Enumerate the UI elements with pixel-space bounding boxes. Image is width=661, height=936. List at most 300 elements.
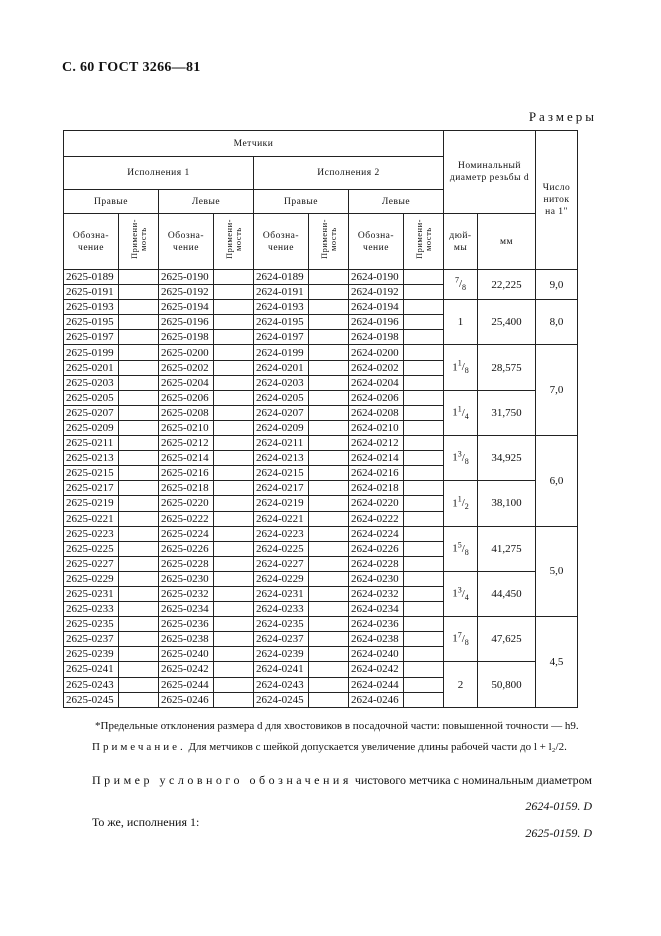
applicability-cell xyxy=(309,647,349,662)
designation-cell: 2625-0191 xyxy=(64,285,119,300)
page-title: С. 60 ГОСТ 3266—81 xyxy=(62,60,201,75)
applicability-cell xyxy=(404,345,444,360)
v2-right-header: Правые xyxy=(254,190,349,214)
footnote: *Предельные отклонения размера d для хвостовиков в посадочной части: повышенной точности — h9. xyxy=(95,720,579,732)
designation-cell: 2625-0232 xyxy=(159,586,214,601)
turns-cell: 7,0 xyxy=(536,345,578,436)
example-text: чистового метчика с номинальным диаметром xyxy=(351,773,593,787)
designation-cell: 2625-0206 xyxy=(159,390,214,405)
designation-cell: 2625-0209 xyxy=(64,420,119,435)
applicability-cell xyxy=(309,556,349,571)
designation-cell: 2625-0197 xyxy=(64,330,119,345)
designation-cell: 2624-0189 xyxy=(254,270,309,285)
designation-cell: 2625-0233 xyxy=(64,602,119,617)
applicability-cell xyxy=(404,420,444,435)
applicability-cell xyxy=(214,451,254,466)
applicability-cell xyxy=(214,315,254,330)
fraction-slash: / xyxy=(461,633,465,646)
applicability-cell xyxy=(309,300,349,315)
designation-cell: 2625-0216 xyxy=(159,466,214,481)
nominal-inch-cell xyxy=(444,300,478,345)
applicability-cell xyxy=(309,375,349,390)
designation-cell: 2624-0217 xyxy=(254,481,309,496)
applicability-cell xyxy=(214,556,254,571)
designation-cell: 2624-0226 xyxy=(349,541,404,556)
designation-cell: 2624-0240 xyxy=(349,647,404,662)
inch-whole: 1 xyxy=(452,497,458,510)
applicability-cell xyxy=(309,436,349,451)
applicability-cell xyxy=(119,390,159,405)
note-text: Для метчиков с шейкой допускается увеличение длины рабочей части до l + l₂/2. xyxy=(185,741,567,753)
designation-cell: 2625-0202 xyxy=(159,360,214,375)
designation-cell: 2625-0219 xyxy=(64,496,119,511)
designation-cell: 2624-0244 xyxy=(349,677,404,692)
applicability-cell xyxy=(309,330,349,345)
applicability-cell xyxy=(214,360,254,375)
applicability-cell xyxy=(309,496,349,511)
designation-cell: 2625-0218 xyxy=(159,481,214,496)
applicability-cell xyxy=(404,571,444,586)
fraction-denominator: 8 xyxy=(462,283,467,293)
inch-whole: 1 xyxy=(452,361,458,374)
inch-whole: 1 xyxy=(452,406,458,419)
applicability-cell xyxy=(119,556,159,571)
table-row xyxy=(64,436,578,451)
designation-cell: 2624-0222 xyxy=(349,511,404,526)
applicability-cell xyxy=(404,405,444,420)
applicability-cell xyxy=(309,526,349,541)
designation-cell: 2624-0232 xyxy=(349,586,404,601)
fraction-slash: / xyxy=(461,587,465,600)
table-row xyxy=(64,662,578,677)
same-label: То же, исполнения 1: xyxy=(92,815,200,829)
designation-cell: 2624-0200 xyxy=(349,345,404,360)
designation-cell: 2625-0205 xyxy=(64,390,119,405)
inch-fraction xyxy=(457,539,469,557)
designation-cell: 2624-0233 xyxy=(254,602,309,617)
designation-cell: 2624-0220 xyxy=(349,496,404,511)
applicability-cell xyxy=(119,451,159,466)
designation-cell: 2625-0208 xyxy=(159,405,214,420)
applicability-cell xyxy=(214,375,254,390)
applicability-cell xyxy=(404,300,444,315)
designation-cell: 2624-0245 xyxy=(254,692,309,707)
designation-cell: 2625-0189 xyxy=(64,270,119,285)
applicability-cell xyxy=(404,330,444,345)
applicability-cell xyxy=(404,390,444,405)
designation-cell: 2624-0213 xyxy=(254,451,309,466)
applicability-cell xyxy=(119,330,159,345)
fraction-numerator: 1 xyxy=(457,358,462,368)
designation-cell: 2625-0240 xyxy=(159,647,214,662)
applicability-cell xyxy=(119,586,159,601)
applicability-cell xyxy=(214,692,254,707)
designation-cell: 2625-0237 xyxy=(64,632,119,647)
inch-header: дюй- мы xyxy=(444,214,478,270)
designation-cell: 2624-0239 xyxy=(254,647,309,662)
applicability-cell xyxy=(119,692,159,707)
designation-cell: 2625-0190 xyxy=(159,270,214,285)
applicability-cell xyxy=(404,496,444,511)
inch-whole: 1 xyxy=(452,633,458,646)
nominal-mm-cell: 28,575 xyxy=(478,345,536,390)
applicability-cell xyxy=(119,526,159,541)
designation-cell: 2624-0198 xyxy=(349,330,404,345)
fraction-denominator: 8 xyxy=(464,457,469,466)
designation-cell: 2624-0221 xyxy=(254,511,309,526)
applicability-cell xyxy=(214,526,254,541)
designation-cell: 2625-0207 xyxy=(64,405,119,420)
designation-cell: 2624-0212 xyxy=(349,436,404,451)
applicability-cell xyxy=(404,360,444,375)
designation-cell: 2624-0237 xyxy=(254,632,309,647)
nominal-inch-cell xyxy=(444,481,478,526)
designation-cell: 2625-0231 xyxy=(64,586,119,601)
applicability-cell xyxy=(404,285,444,300)
designation-cell: 2625-0225 xyxy=(64,541,119,556)
applicability-cell xyxy=(309,345,349,360)
nominal-header: Номинальный диаметр резьбы d xyxy=(444,131,536,214)
applicability-cell xyxy=(404,647,444,662)
example-label: Пример условного обозначения xyxy=(92,773,352,787)
inch-fraction xyxy=(457,449,469,466)
designation-cell: 2625-0195 xyxy=(64,315,119,330)
designation-header: Обозна- чение xyxy=(349,214,404,270)
designation-cell: 2624-0206 xyxy=(349,390,404,405)
designation-header: Обозна- чение xyxy=(254,214,309,270)
designation-cell: 2625-0198 xyxy=(159,330,214,345)
inch-whole: 1 xyxy=(452,452,458,464)
applicability-cell xyxy=(309,511,349,526)
applicability-cell xyxy=(214,496,254,511)
applicability-cell xyxy=(214,602,254,617)
applicability-cell xyxy=(404,662,444,677)
designation-cell: 2625-0236 xyxy=(159,617,214,632)
table-row xyxy=(64,345,578,360)
designation-cell: 2624-0229 xyxy=(254,571,309,586)
designation-cell: 2624-0246 xyxy=(349,692,404,707)
designation-cell: 2624-0196 xyxy=(349,315,404,330)
applicability-cell xyxy=(119,466,159,481)
designation-cell: 2624-0202 xyxy=(349,360,404,375)
fraction-slash: / xyxy=(461,406,465,419)
designation-cell: 2624-0199 xyxy=(254,345,309,360)
fraction-slash: / xyxy=(461,497,465,510)
applicability-cell xyxy=(404,466,444,481)
applicability-cell xyxy=(214,345,254,360)
designation-cell: 2625-0213 xyxy=(64,451,119,466)
applicability-cell xyxy=(119,375,159,390)
fraction-numerator: 1 xyxy=(457,494,462,504)
applicability-cell xyxy=(404,481,444,496)
applicability-cell xyxy=(119,496,159,511)
designation-cell: 2625-0200 xyxy=(159,345,214,360)
fraction-denominator: 8 xyxy=(464,366,469,376)
applicability-cell xyxy=(119,602,159,617)
applicability-cell xyxy=(214,632,254,647)
designation-cell: 2624-0218 xyxy=(349,481,404,496)
taps-header: Метчики xyxy=(64,131,444,157)
applicability-cell xyxy=(404,451,444,466)
designation-cell: 2624-0209 xyxy=(254,420,309,435)
nominal-mm-cell: 31,750 xyxy=(478,390,536,435)
designation-cell: 2625-0193 xyxy=(64,300,119,315)
designation-cell: 2624-0236 xyxy=(349,617,404,632)
applicability-header: Примени- мость xyxy=(404,214,444,270)
designation-cell: 2625-0226 xyxy=(159,541,214,556)
inch-whole: 1 xyxy=(457,316,464,329)
note-label: Примечание. xyxy=(92,741,186,753)
applicability-cell xyxy=(119,345,159,360)
designation-cell: 2625-0239 xyxy=(64,647,119,662)
applicability-cell xyxy=(214,420,254,435)
nominal-mm-cell: 41,275 xyxy=(478,526,536,571)
applicability-cell xyxy=(404,586,444,601)
applicability-cell xyxy=(119,541,159,556)
fraction-slash: / xyxy=(458,278,463,291)
table-row xyxy=(64,617,578,632)
applicability-cell xyxy=(214,586,254,601)
applicability-cell xyxy=(119,571,159,586)
designation-cell: 2624-0234 xyxy=(349,602,404,617)
designation-cell: 2624-0219 xyxy=(254,496,309,511)
v1-left-header: Левые xyxy=(159,190,254,214)
designation-cell: 2625-0201 xyxy=(64,360,119,375)
table-row xyxy=(64,300,578,315)
applicability-cell xyxy=(404,632,444,647)
applicability-cell xyxy=(309,586,349,601)
nominal-mm-cell: 44,450 xyxy=(478,571,536,616)
designation-cell: 2624-0230 xyxy=(349,571,404,586)
nominal-mm-cell: 47,625 xyxy=(478,617,536,662)
applicability-cell xyxy=(309,571,349,586)
applicability-cell xyxy=(119,511,159,526)
inch-fraction xyxy=(457,404,469,421)
applicability-cell xyxy=(404,315,444,330)
applicability-cell xyxy=(309,390,349,405)
turns-cell: 6,0 xyxy=(536,436,578,527)
designation-cell: 2625-0229 xyxy=(64,571,119,586)
designation-example-1: 2624-0159. D xyxy=(525,799,592,813)
applicability-cell xyxy=(309,360,349,375)
applicability-cell xyxy=(214,541,254,556)
inch-fraction xyxy=(457,585,469,602)
nominal-inch-cell xyxy=(444,571,478,616)
table-row xyxy=(64,390,578,405)
applicability-cell xyxy=(309,602,349,617)
turns-cell: 4,5 xyxy=(536,617,578,708)
designation-cell: 2625-0230 xyxy=(159,571,214,586)
applicability-cell xyxy=(214,285,254,300)
designation-cell: 2624-0242 xyxy=(349,662,404,677)
applicability-cell xyxy=(404,375,444,390)
applicability-cell xyxy=(309,541,349,556)
applicability-cell xyxy=(404,436,444,451)
designation-cell: 2624-0207 xyxy=(254,405,309,420)
applicability-cell xyxy=(119,360,159,375)
fraction-slash: / xyxy=(461,452,465,464)
applicability-cell xyxy=(404,511,444,526)
applicability-cell xyxy=(119,436,159,451)
designation-cell: 2625-0241 xyxy=(64,662,119,677)
designation-cell: 2625-0192 xyxy=(159,285,214,300)
fraction-denominator: 4 xyxy=(464,411,469,421)
applicability-cell xyxy=(309,270,349,285)
designation-cell: 2624-0195 xyxy=(254,315,309,330)
designation-cell: 2625-0244 xyxy=(159,677,214,692)
designation-cell: 2625-0223 xyxy=(64,526,119,541)
table-row xyxy=(64,571,578,586)
designation-cell: 2625-0243 xyxy=(64,677,119,692)
applicability-cell xyxy=(119,617,159,632)
nominal-inch-cell xyxy=(444,617,478,662)
applicability-cell xyxy=(309,285,349,300)
turns-cell: 8,0 xyxy=(536,300,578,345)
designation-cell: 2625-0224 xyxy=(159,526,214,541)
designation-cell: 2625-0196 xyxy=(159,315,214,330)
fraction-numerator: 1 xyxy=(457,404,462,414)
designation-cell: 2624-0223 xyxy=(254,526,309,541)
fraction-numerator: 3 xyxy=(457,585,462,595)
applicability-cell xyxy=(214,330,254,345)
inch-fraction xyxy=(457,494,469,512)
nominal-mm-cell: 34,925 xyxy=(478,436,536,481)
applicability-cell xyxy=(404,677,444,692)
designation-cell: 2624-0194 xyxy=(349,300,404,315)
fraction-denominator: 8 xyxy=(464,638,469,648)
applicability-cell xyxy=(214,270,254,285)
applicability-cell xyxy=(309,677,349,692)
fraction-numerator: 3 xyxy=(457,449,462,459)
version1-header: Исполнения 1 xyxy=(64,157,254,190)
designation-cell: 2624-0224 xyxy=(349,526,404,541)
example xyxy=(92,773,592,788)
applicability-cell xyxy=(309,405,349,420)
table-row xyxy=(64,270,578,285)
nominal-inch-cell xyxy=(444,390,478,435)
designation-cell: 2625-0222 xyxy=(159,511,214,526)
designation-cell: 2624-0225 xyxy=(254,541,309,556)
applicability-cell xyxy=(119,662,159,677)
designation-cell: 2625-0212 xyxy=(159,436,214,451)
applicability-cell xyxy=(309,481,349,496)
applicability-cell xyxy=(214,617,254,632)
applicability-cell xyxy=(214,662,254,677)
applicability-cell xyxy=(214,390,254,405)
designation-cell: 2625-0235 xyxy=(64,617,119,632)
designation-cell: 2625-0220 xyxy=(159,496,214,511)
applicability-cell xyxy=(214,300,254,315)
designation-cell: 2624-0228 xyxy=(349,556,404,571)
applicability-cell xyxy=(119,315,159,330)
applicability-cell xyxy=(214,511,254,526)
applicability-cell xyxy=(404,602,444,617)
designation-cell: 2625-0211 xyxy=(64,436,119,451)
version2-header: Исполнения 2 xyxy=(254,157,444,190)
applicability-cell xyxy=(309,420,349,435)
designation-cell: 2624-0193 xyxy=(254,300,309,315)
applicability-cell xyxy=(404,270,444,285)
v1-right-header: Правые xyxy=(64,190,159,214)
designation-cell: 2625-0245 xyxy=(64,692,119,707)
designation-cell: 2625-0228 xyxy=(159,556,214,571)
designation-header: Обозна- чение xyxy=(159,214,214,270)
designation-cell: 2624-0241 xyxy=(254,662,309,677)
applicability-cell xyxy=(119,420,159,435)
applicability-cell xyxy=(404,541,444,556)
nominal-mm-cell: 38,100 xyxy=(478,481,536,526)
applicability-header: Примени- мость xyxy=(309,214,349,270)
applicability-cell xyxy=(404,692,444,707)
applicability-header: Примени- мость xyxy=(119,214,159,270)
designation-cell: 2624-0197 xyxy=(254,330,309,345)
note xyxy=(92,741,567,753)
applicability-cell xyxy=(214,405,254,420)
table-row xyxy=(64,526,578,541)
table-row xyxy=(64,481,578,496)
inch-whole: 2 xyxy=(457,678,464,691)
designation-cell: 2625-0246 xyxy=(159,692,214,707)
inch-fraction xyxy=(454,275,467,293)
applicability-cell xyxy=(119,270,159,285)
nominal-inch-cell xyxy=(444,662,478,707)
designation-cell: 2624-0211 xyxy=(254,436,309,451)
applicability-cell xyxy=(309,315,349,330)
designation-cell: 2625-0204 xyxy=(159,375,214,390)
designation-cell: 2624-0205 xyxy=(254,390,309,405)
applicability-cell xyxy=(404,617,444,632)
applicability-cell xyxy=(119,647,159,662)
applicability-cell xyxy=(119,481,159,496)
applicability-cell xyxy=(404,556,444,571)
fraction-slash: / xyxy=(461,361,465,374)
designation-cell: 2625-0214 xyxy=(159,451,214,466)
designation-cell: 2625-0234 xyxy=(159,602,214,617)
nominal-mm-cell: 22,225 xyxy=(478,270,536,300)
applicability-cell xyxy=(119,300,159,315)
designation-cell: 2624-0192 xyxy=(349,285,404,300)
applicability-header: Примени- мость xyxy=(214,214,254,270)
designation-cell: 2625-0238 xyxy=(159,632,214,647)
nominal-mm-cell: 25,400 xyxy=(478,300,536,345)
designation-cell: 2625-0210 xyxy=(159,420,214,435)
inch-whole: 1 xyxy=(452,587,458,600)
inch-whole: 1 xyxy=(452,542,458,555)
applicability-cell xyxy=(214,647,254,662)
applicability-cell xyxy=(214,466,254,481)
fraction-numerator: 7 xyxy=(457,630,462,640)
designation-cell: 2625-0217 xyxy=(64,481,119,496)
designation-cell: 2624-0215 xyxy=(254,466,309,481)
inch-fraction xyxy=(457,630,469,648)
fraction-denominator: 8 xyxy=(464,547,469,557)
designation-cell: 2624-0191 xyxy=(254,285,309,300)
designation-cell: 2625-0203 xyxy=(64,375,119,390)
designation-cell: 2624-0235 xyxy=(254,617,309,632)
nominal-inch-cell xyxy=(444,526,478,571)
designation-cell: 2624-0190 xyxy=(349,270,404,285)
designation-header: Обозна- чение xyxy=(64,214,119,270)
applicability-cell xyxy=(309,466,349,481)
designation-cell: 2625-0199 xyxy=(64,345,119,360)
applicability-cell xyxy=(119,285,159,300)
fraction-denominator: 4 xyxy=(464,592,469,602)
applicability-cell xyxy=(309,662,349,677)
applicability-cell xyxy=(309,692,349,707)
applicability-cell xyxy=(119,632,159,647)
sizes-label: Размеры xyxy=(528,109,597,124)
nominal-mm-cell: 50,800 xyxy=(478,662,536,707)
